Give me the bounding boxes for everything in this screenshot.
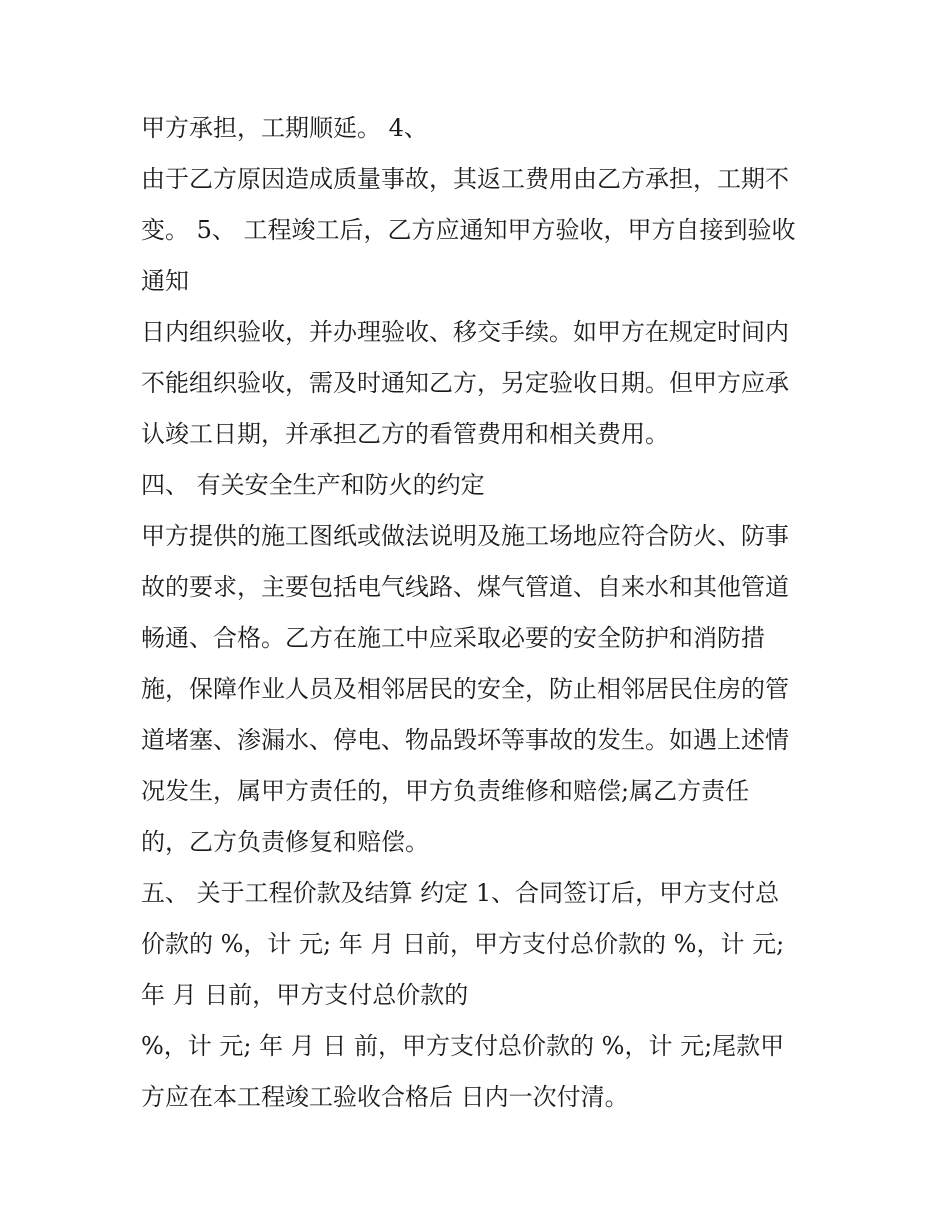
text-line-2: 由于乙方原因造成质量事故，其返工费用由乙方承担，工期不 [141, 165, 789, 193]
text-line-11: 畅通、合格。乙方在施工中应采取必要的安全防护和消防措 [141, 624, 765, 652]
text-line-19: %，计 元; 年 月 日 前，甲方支付总价款的 %，计 元;尾款甲 [141, 1032, 785, 1060]
text-line-5: 日内组织验收，并办理验收、移交手续。如甲方在规定时间内 [141, 318, 789, 346]
text-line-3: 变。 5、 工程竣工后，乙方应通知甲方验收，甲方自接到验收 [141, 216, 796, 244]
text-line-4: 通知 [141, 267, 189, 295]
text-line-15: 的，乙方负责修复和赔偿。 [141, 828, 429, 856]
text-line-9: 甲方提供的施工图纸或做法说明及施工场地应符合防火、防事 [141, 522, 789, 550]
section-heading-five: 五、 关于工程价款及结算 约定 1、合同签订后，甲方支付总 [141, 879, 780, 907]
text-line-14: 况发生，属甲方责任的，甲方负责维修和赔偿;属乙方责任 [141, 777, 750, 805]
text-line-1: 甲方承担，工期顺延。 4、 [141, 114, 428, 142]
text-line-17: 价款的 %，计 元; 年 月 日前，甲方支付总价款的 %，计 元; [141, 930, 785, 958]
text-line-20: 方应在本工程竣工验收合格后 日内一次付清。 [141, 1083, 629, 1111]
text-line-10: 故的要求，主要包括电气线路、煤气管道、自来水和其他管道 [141, 573, 789, 601]
text-line-6: 不能组织验收，需及时通知乙方，另定验收日期。但甲方应承 [141, 369, 789, 397]
text-line-13: 道堵塞、渗漏水、停电、物品毁坏等事故的发生。如遇上述情 [141, 726, 789, 754]
section-heading-four: 四、 有关安全生产和防火的约定 [141, 471, 485, 499]
text-line-12: 施，保障作业人员及相邻居民的安全，防止相邻居民住房的管 [141, 675, 789, 703]
text-line-18: 年 月 日前，甲方支付总价款的 [141, 981, 469, 1009]
text-line-7: 认竣工日期，并承担乙方的看管费用和相关费用。 [141, 420, 669, 448]
